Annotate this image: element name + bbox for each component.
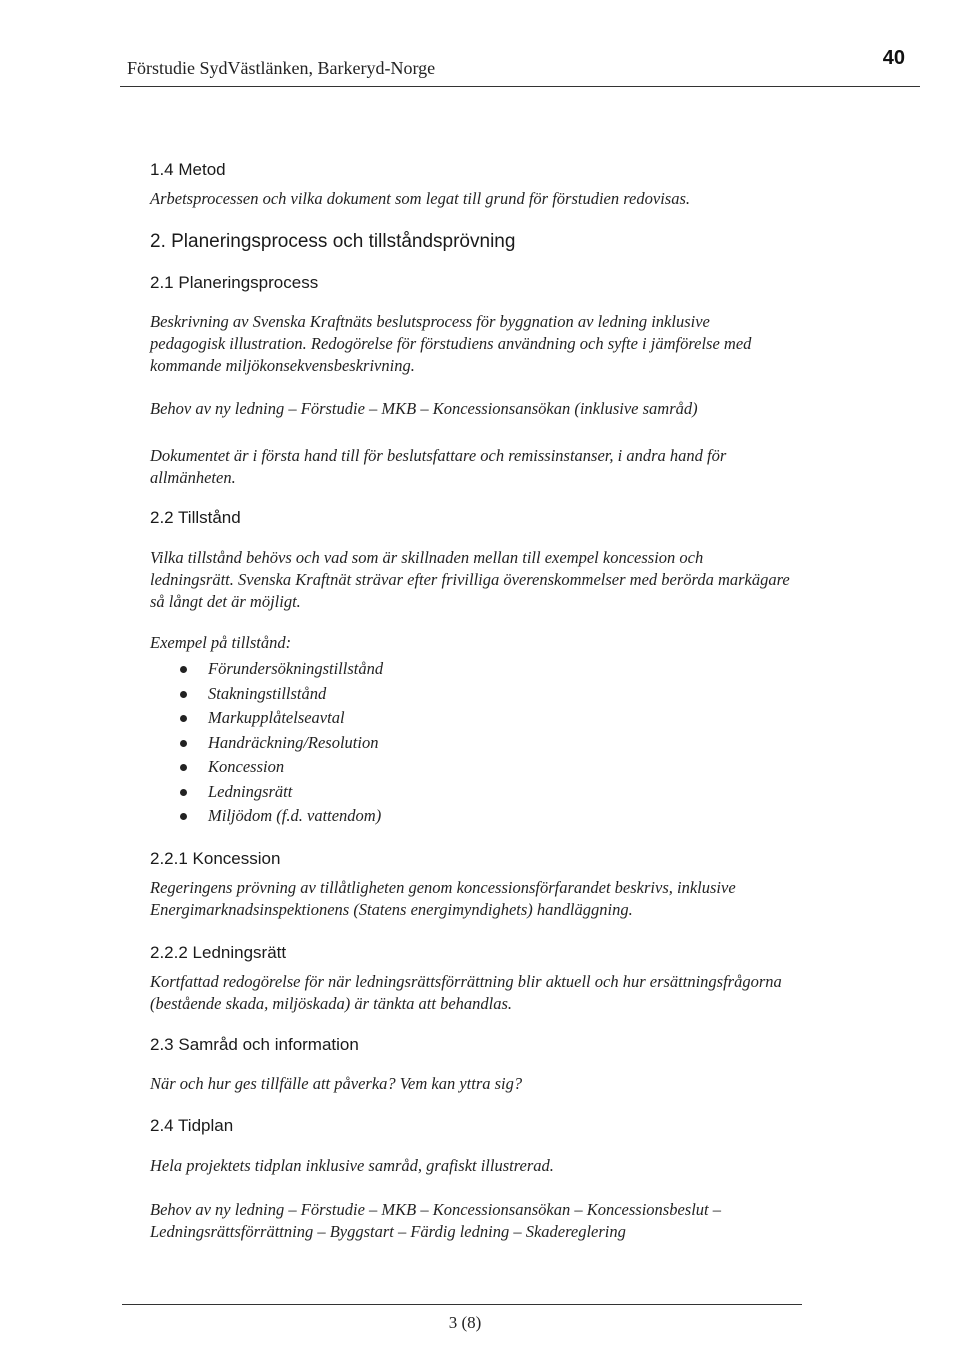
- header-divider: [120, 86, 920, 87]
- paragraph-2-2-1: Regeringens prövning av tillåtligheten genom koncessionsförfarandet beskrivs, inklusive Energimarknadsinspektionens (Statens energimyndighets) handläggning.: [150, 878, 736, 919]
- bullet-icon: [180, 691, 187, 698]
- paragraph-2-2-2: Kortfattad redogörelse för när ledningsrättsförrättning blir aktuell och hur ersättningsfrågorna (bestående skada, miljöskada) är tänkta att behandlas.: [150, 972, 782, 1013]
- list-item: Ledningsrätt: [178, 780, 383, 805]
- bullet-icon: [180, 666, 187, 673]
- list-item: Handräckning/Resolution: [178, 731, 383, 756]
- footer-page-label: 3 (8): [448, 1313, 482, 1332]
- bullet-icon: [180, 740, 187, 747]
- paragraph-2-2-examples-label: Exempel på tillstånd:: [150, 633, 292, 652]
- list-item: Förundersökningstillstånd: [178, 657, 383, 682]
- page-number: 40: [882, 47, 905, 69]
- paragraph-2-1-audience: Dokumentet är i första hand till för beslutsfattare och remissinstanser, i andra hand för allmänheten.: [150, 446, 727, 487]
- heading-2: 2. Planeringsprocess och tillståndsprövning: [150, 231, 516, 252]
- heading-2-2-2: 2.2.2 Ledningsrätt: [150, 943, 287, 962]
- paragraph-2-4-timeline: Hela projektets tidplan inklusive samråd, grafiskt illustrerad.: [150, 1156, 554, 1175]
- paragraph-2-4-stages: Behov av ny ledning – Förstudie – MKB – Koncessionsansökan – Koncessionsbeslut – Ledningsrättsförrättning – Byggstart – Färdig ledning – Skadereglering: [150, 1200, 722, 1241]
- bullet-icon: [180, 789, 187, 796]
- bullet-icon: [180, 813, 187, 820]
- paragraph-2-2-description: Vilka tillstånd behövs och vad som är skillnaden mellan till exempel koncession och ledningsrätt. Svenska Kraftnät strävar efter frivilliga överenskommelser med berörda markägare så långt det är möjligt.: [150, 548, 790, 611]
- heading-2-1: 2.1 Planeringsprocess: [150, 273, 319, 292]
- heading-2-3: 2.3 Samråd och information: [150, 1035, 359, 1054]
- bullet-icon: [180, 715, 187, 722]
- list-item: Stakningstillstånd: [178, 682, 383, 707]
- document-title: Förstudie SydVästlänken, Barkeryd-Norge: [127, 58, 436, 78]
- heading-2-2-1: 2.2.1 Koncession: [150, 849, 281, 868]
- list-item: Markupplåtelseavtal: [178, 706, 383, 731]
- footer-divider: [122, 1304, 802, 1305]
- paragraph-1-4: Arbetsprocessen och vilka dokument som legat till grund för förstudien redovisas.: [150, 189, 691, 208]
- heading-2-4: 2.4 Tidplan: [150, 1116, 234, 1135]
- permit-list: [178, 657, 383, 829]
- heading-1-4: 1.4 Metod: [150, 160, 226, 179]
- paragraph-2-1-description: Beskrivning av Svenska Kraftnäts beslutsprocess för byggnation av ledning inklusive pedagogisk illustration. Redogörelse för förstudiens användning och syfte i jämförelse med kommande miljökonsekvensbeskrivning.: [150, 312, 752, 375]
- bullet-icon: [180, 764, 187, 771]
- list-item: Koncession: [178, 755, 383, 780]
- heading-2-2: 2.2 Tillstånd: [150, 508, 241, 527]
- list-item: Miljödom (f.d. vattendom): [178, 804, 383, 829]
- paragraph-2-1-process: Behov av ny ledning – Förstudie – MKB – Koncessionsansökan (inklusive samråd): [150, 399, 698, 418]
- paragraph-2-3: När och hur ges tillfälle att påverka? Vem kan yttra sig?: [150, 1074, 523, 1093]
